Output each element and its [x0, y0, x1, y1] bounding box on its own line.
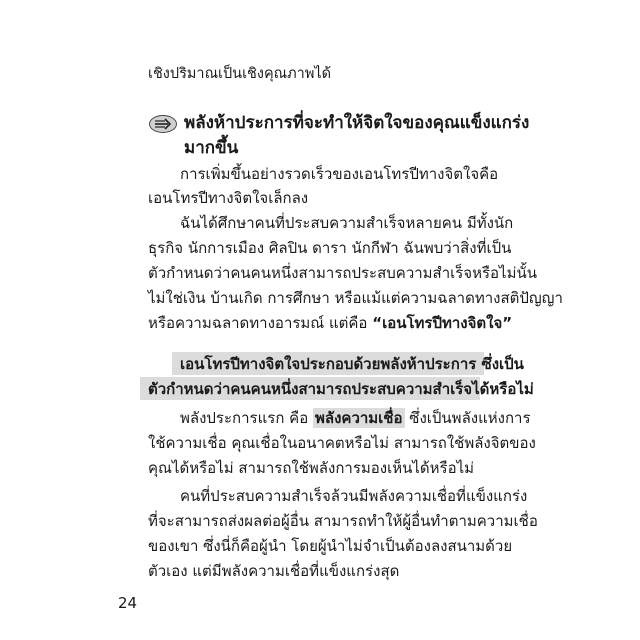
body-text-line: ตัวกำหนดว่าคนคนหนึ่งสามารถประสบความสำเร็จหรือไม่นั้น	[148, 264, 537, 282]
continued-text-line: เชิงปริมาณเป็นเชิงคุณภาพได้	[148, 66, 332, 82]
arrow-in-circle-icon	[148, 114, 178, 134]
body-text-line: เอนโทรปีทางจิตใจเล็กลง	[148, 189, 309, 207]
body-text-line: ฉันได้ศึกษาคนที่ประสบความสำเร็จหลายคน มีทั้งนัก	[180, 214, 514, 232]
emphasized-term: “เอนโทรปีทางจิตใจ”	[372, 314, 513, 332]
body-text-line: ไม่ใช่เงิน บ้านเกิด การศึกษา หรือแม้แต่ความฉลาดทางสติปัญญา	[148, 289, 563, 307]
body-text-segment: หรือความฉลาดทางอารมณ์ แต่คือ	[148, 314, 373, 332]
body-text-line	[148, 313, 512, 333]
body-text-line: ธุรกิจ นักการเมือง ศิลปิน ดารา นักกีฬา ฉันพบว่าสิ่งที่เป็น	[148, 239, 512, 257]
body-text-line: ของเขา ซึ่งนี่ก็คือผู้นำ โดยผู้นำไม่จำเป็นต้องลงสนามด้วย	[148, 537, 513, 555]
body-text-line: คุณได้หรือไม่ สามารถใช้พลังการมองเห็นได้หรือไม่	[148, 459, 475, 477]
section-heading-line: พลังห้าประการที่จะทำให้จิตใจของคุณแข็งแกร่ง	[184, 113, 530, 133]
body-text-line: คนที่ประสบความสำเร็จล้วนมีพลังความเชื่อที่แข็งแกร่ง	[180, 487, 528, 505]
highlighted-key-line: ตัวกำหนดว่าคนคนหนึ่งสามารถประสบความสำเร็จได้หรือไม่	[148, 380, 534, 398]
body-text-line: ตัวเอง แต่มีพลังความเชื่อที่แข็งแกร่งสุด	[148, 562, 400, 580]
body-text-segment: ซึ่งเป็นพลังแห่งการ	[404, 409, 531, 427]
section-heading-line: มากขึ้น	[184, 138, 239, 158]
highlighted-term: พลังความเชื่อ	[315, 409, 403, 427]
page-number: 24	[118, 594, 138, 612]
body-text-line: ใช้ความเชื่อ คุณเชื่อในอนาคตหรือไม่ สามารถใช้พลังจิตของ	[148, 434, 536, 452]
body-text-line: ที่จะสามารถส่งผลต่อผู้อื่น สามารถทำให้ผู้อื่นทำตามความเชื่อ	[148, 512, 538, 530]
body-text-segment: พลังประการแรก คือ	[180, 409, 313, 427]
highlighted-key-line: เอนโทรปีทางจิตใจประกอบด้วยพลังห้าประการ ซึ่งเป็น	[180, 355, 524, 373]
body-text-line	[180, 408, 531, 428]
body-text-line: การเพิ่มขึ้นอย่างรวดเร็วของเอนโทรปีทางจิตใจคือ	[180, 165, 499, 183]
